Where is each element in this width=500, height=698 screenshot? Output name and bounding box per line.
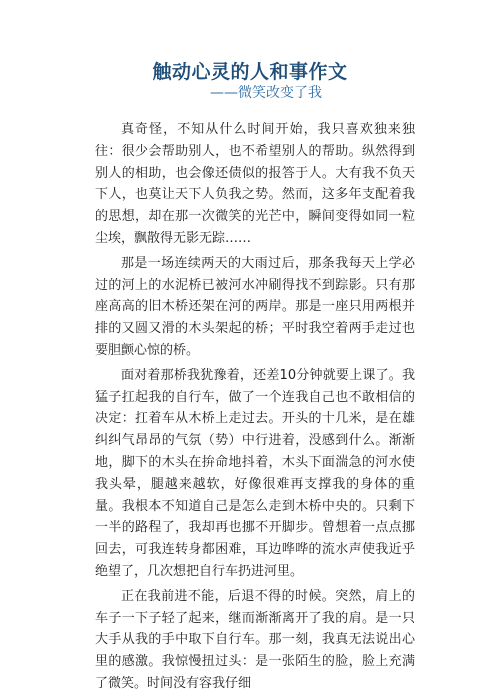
paragraph-3: 面对着那桥我犹豫着，还差10分钟就要上课了。我猛子扛起我的自行车，做了一个连我自己也不敢相信的决定：扛着车从木桥上走过去。开头的十几米，是在雄纠纠气昂昂的气氛（势）中行进着，没感到什么。渐渐地，脚下的木头在拚命地抖着，木头下面湍急的河水使我头晕，腿越来越软，好像很难再支撑我的身体的重量。我根本不知道自己是怎么走到木桥中央的。只剩下一半的路程了，我却再也挪不开脚步。曾想着一点点挪回去，可我连转身都困难，耳边哗哗的流水声使我近乎绝望了，几次想把自行车扔进河里。 [95,367,415,579]
document-body [95,119,415,698]
document-subtitle: ——微笑改变了我 [210,85,322,101]
paragraph-1: 真奇怪，不知从什么时间开始，我只喜欢独来独往：很少会帮助别人，也不希望别人的帮助。纵然得到别人的相助，也会像还债似的报答于人。大有我不负天下人，也莫让天下人负我之势。然而，这多年支配着我的思想，却在那一次微笑的光芒中，瞬间变得如同一粒尘埃，飘散得无影无踪…… [95,122,415,246]
paragraph-2: 那是一场连续两天的大雨过后，那条我每天上学必过的河上的水泥桥已被河水冲刷得找不到踪影。只有那座高高的旧木桥还架在河的两岸。那是一座只用两根并排的又圆又滑的木头架起的桥；平时我空着两手走过也要胆颤心惊的桥。 [95,255,415,358]
paragraph-4: 正在我前进不能，后退不得的时候。突然，肩上的车子一下子轻了起来，继而渐渐离开了我的肩。是一只大手从我的手中取下自行车。那一刻，我真无法说出心里的感激。我惊慢扭过头：是一张陌生的脸，脸上充满了微笑。时间没有容我仔细 [95,588,415,691]
document-title: 触动心灵的人和事作文 [152,61,348,83]
